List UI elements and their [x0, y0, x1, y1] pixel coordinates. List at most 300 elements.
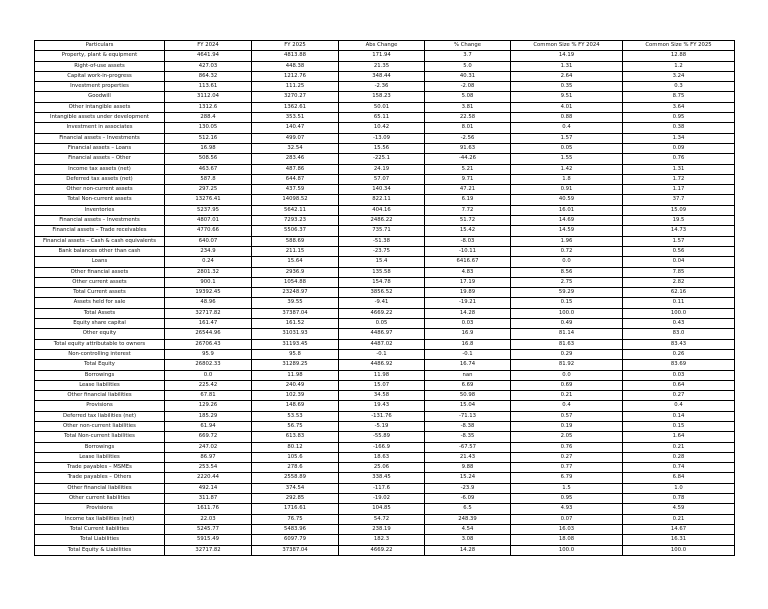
cell-particulars: Financial assets – Trade receivables — [35, 226, 165, 236]
cell-common-size-2025: 83.69 — [623, 360, 735, 370]
cell-fy-2025: 2558.89 — [252, 473, 339, 483]
table-row — [35, 473, 735, 483]
cell-particulars: Trade payables – MSMEs — [35, 463, 165, 473]
cell-particulars: Goodwill — [35, 92, 165, 102]
cell-pct-change: -8.38 — [425, 421, 511, 431]
cell-fy-2024: 161.47 — [165, 319, 252, 329]
cell-pct-change: 248.39 — [425, 514, 511, 524]
cell-pct-change: 3.7 — [425, 51, 511, 61]
header-row — [35, 41, 735, 51]
cell-common-size-2025: 2.82 — [623, 277, 735, 287]
cell-common-size-2024: 0.49 — [511, 319, 623, 329]
table-row — [35, 71, 735, 81]
cell-abs-change: -2.36 — [339, 82, 425, 92]
cell-particulars: Total Non-current assets — [35, 195, 165, 205]
cell-abs-change: -0.1 — [339, 349, 425, 359]
cell-fy-2025: 1362.61 — [252, 102, 339, 112]
cell-fy-2024: 427.03 — [165, 61, 252, 71]
cell-common-size-2024: 1.42 — [511, 164, 623, 174]
cell-abs-change: 4669.22 — [339, 545, 425, 555]
cell-common-size-2025: 0.28 — [623, 452, 735, 462]
cell-common-size-2025: 0.4 — [623, 401, 735, 411]
table-row — [35, 61, 735, 71]
cell-fy-2025: 4813.88 — [252, 51, 339, 61]
header-fy-2024: FY 2024 — [165, 41, 252, 51]
table-row — [35, 329, 735, 339]
cell-common-size-2024: 2.64 — [511, 71, 623, 81]
cell-fy-2024: 234.9 — [165, 246, 252, 256]
cell-common-size-2024: 81.14 — [511, 329, 623, 339]
cell-fy-2025: 140.47 — [252, 123, 339, 133]
table-row — [35, 185, 735, 195]
cell-common-size-2024: 0.76 — [511, 442, 623, 452]
cell-particulars: Intangible assets under development — [35, 113, 165, 123]
cell-common-size-2024: 0.4 — [511, 123, 623, 133]
cell-fy-2024: 225.42 — [165, 380, 252, 390]
cell-common-size-2025: 1.0 — [623, 483, 735, 493]
cell-fy-2025: 613.83 — [252, 432, 339, 442]
cell-abs-change: 10.42 — [339, 123, 425, 133]
cell-fy-2025: 148.69 — [252, 401, 339, 411]
cell-fy-2025: 2936.9 — [252, 267, 339, 277]
cell-common-size-2024: 8.56 — [511, 267, 623, 277]
table-row — [35, 339, 735, 349]
cell-fy-2025: 487.86 — [252, 164, 339, 174]
cell-fy-2025: 80.12 — [252, 442, 339, 452]
cell-fy-2024: 512.16 — [165, 133, 252, 143]
cell-particulars: Loans — [35, 257, 165, 267]
cell-abs-change: 50.01 — [339, 102, 425, 112]
table-row — [35, 298, 735, 308]
table-row — [35, 432, 735, 442]
cell-common-size-2024: 4.93 — [511, 504, 623, 514]
cell-fy-2025: 111.25 — [252, 82, 339, 92]
cell-fy-2025: 11.98 — [252, 370, 339, 380]
cell-pct-change: -6.09 — [425, 494, 511, 504]
cell-pct-change: 16.74 — [425, 360, 511, 370]
cell-fy-2025: 53.53 — [252, 411, 339, 421]
cell-common-size-2025: 0.21 — [623, 514, 735, 524]
cell-abs-change: -225.1 — [339, 154, 425, 164]
cell-particulars: Other non-current liabilities — [35, 421, 165, 431]
balance-sheet-table — [34, 40, 735, 556]
cell-pct-change: 14.28 — [425, 545, 511, 555]
header-common-size-2024: Common Size % FY 2024 — [511, 41, 623, 51]
table-row — [35, 174, 735, 184]
cell-fy-2025: 292.85 — [252, 494, 339, 504]
cell-fy-2024: 463.67 — [165, 164, 252, 174]
cell-pct-change: 16.9 — [425, 329, 511, 339]
cell-particulars: Right-of-use assets — [35, 61, 165, 71]
cell-fy-2024: 95.9 — [165, 349, 252, 359]
table-row — [35, 164, 735, 174]
cell-abs-change: 19.43 — [339, 401, 425, 411]
cell-fy-2025: 31031.93 — [252, 329, 339, 339]
cell-common-size-2025: 0.43 — [623, 319, 735, 329]
cell-common-size-2025: 0.04 — [623, 257, 735, 267]
cell-fy-2025: 31193.45 — [252, 339, 339, 349]
table-row — [35, 123, 735, 133]
cell-fy-2025: 31289.25 — [252, 360, 339, 370]
cell-particulars: Provisions — [35, 401, 165, 411]
cell-common-size-2024: 0.19 — [511, 421, 623, 431]
cell-abs-change: 182.3 — [339, 535, 425, 545]
table-row — [35, 504, 735, 514]
cell-pct-change: -8.03 — [425, 236, 511, 246]
cell-particulars: Assets held for sale — [35, 298, 165, 308]
cell-common-size-2024: 14.19 — [511, 51, 623, 61]
cell-particulars: Property, plant & equipment — [35, 51, 165, 61]
cell-common-size-2025: 6.84 — [623, 473, 735, 483]
cell-common-size-2025: 1.2 — [623, 61, 735, 71]
cell-abs-change: -51.38 — [339, 236, 425, 246]
cell-common-size-2025: 0.21 — [623, 442, 735, 452]
cell-fy-2025: 5642.11 — [252, 205, 339, 215]
cell-fy-2024: 185.29 — [165, 411, 252, 421]
cell-fy-2025: 283.46 — [252, 154, 339, 164]
cell-fy-2025: 37387.04 — [252, 545, 339, 555]
cell-abs-change: 4486.92 — [339, 360, 425, 370]
cell-fy-2025: 211.15 — [252, 246, 339, 256]
cell-fy-2024: 26706.43 — [165, 339, 252, 349]
cell-fy-2024: 5237.95 — [165, 205, 252, 215]
cell-pct-change: 8.01 — [425, 123, 511, 133]
table-row — [35, 463, 735, 473]
cell-pct-change: -8.35 — [425, 432, 511, 442]
table-row — [35, 288, 735, 298]
table-row — [35, 370, 735, 380]
cell-particulars: Total equity attributable to owners — [35, 339, 165, 349]
cell-abs-change: 404.16 — [339, 205, 425, 215]
cell-fy-2025: 353.51 — [252, 113, 339, 123]
cell-pct-change: 9.88 — [425, 463, 511, 473]
cell-common-size-2024: 0.95 — [511, 494, 623, 504]
cell-pct-change: -19.21 — [425, 298, 511, 308]
cell-common-size-2024: 0.57 — [511, 411, 623, 421]
cell-fy-2024: 32717.82 — [165, 545, 252, 555]
cell-common-size-2025: 0.27 — [623, 391, 735, 401]
cell-abs-change: 57.07 — [339, 174, 425, 184]
cell-common-size-2025: 1.17 — [623, 185, 735, 195]
cell-common-size-2024: 0.15 — [511, 298, 623, 308]
table-row — [35, 226, 735, 236]
cell-fy-2024: 669.72 — [165, 432, 252, 442]
cell-abs-change: -166.9 — [339, 442, 425, 452]
cell-fy-2024: 587.8 — [165, 174, 252, 184]
cell-common-size-2024: 1.31 — [511, 61, 623, 71]
cell-fy-2024: 3112.04 — [165, 92, 252, 102]
cell-pct-change: -23.9 — [425, 483, 511, 493]
cell-abs-change: 11.98 — [339, 370, 425, 380]
cell-particulars: Total Non-current liabilities — [35, 432, 165, 442]
cell-pct-change: 7.72 — [425, 205, 511, 215]
table-row — [35, 524, 735, 534]
cell-common-size-2024: 81.63 — [511, 339, 623, 349]
cell-pct-change: 15.24 — [425, 473, 511, 483]
cell-fy-2025: 1716.61 — [252, 504, 339, 514]
cell-pct-change: 51.72 — [425, 216, 511, 226]
header-fy-2025: FY 2025 — [252, 41, 339, 51]
cell-pct-change: 3.81 — [425, 102, 511, 112]
cell-abs-change: -131.76 — [339, 411, 425, 421]
cell-abs-change: 822.11 — [339, 195, 425, 205]
cell-abs-change: 54.72 — [339, 514, 425, 524]
cell-particulars: Other non-current assets — [35, 185, 165, 195]
table-row — [35, 246, 735, 256]
cell-pct-change: 9.71 — [425, 174, 511, 184]
cell-common-size-2025: 0.09 — [623, 143, 735, 153]
cell-common-size-2024: 16.03 — [511, 524, 623, 534]
cell-pct-change: 0.03 — [425, 319, 511, 329]
cell-pct-change: 5.08 — [425, 92, 511, 102]
cell-pct-change: 3.08 — [425, 535, 511, 545]
cell-abs-change: 154.78 — [339, 277, 425, 287]
cell-pct-change: -71.13 — [425, 411, 511, 421]
cell-fy-2024: 247.02 — [165, 442, 252, 452]
cell-fy-2025: 5506.37 — [252, 226, 339, 236]
cell-fy-2024: 1611.76 — [165, 504, 252, 514]
table-row — [35, 380, 735, 390]
cell-pct-change: -67.57 — [425, 442, 511, 452]
cell-fy-2024: 48.96 — [165, 298, 252, 308]
cell-particulars: Financial assets – Other — [35, 154, 165, 164]
cell-fy-2025: 588.69 — [252, 236, 339, 246]
cell-common-size-2024: 0.4 — [511, 401, 623, 411]
cell-common-size-2025: 0.64 — [623, 380, 735, 390]
cell-common-size-2025: 1.31 — [623, 164, 735, 174]
cell-common-size-2025: 0.76 — [623, 154, 735, 164]
cell-common-size-2024: 16.01 — [511, 205, 623, 215]
table-row — [35, 421, 735, 431]
cell-common-size-2025: 100.0 — [623, 308, 735, 318]
cell-fy-2024: 26544.96 — [165, 329, 252, 339]
cell-common-size-2025: 0.56 — [623, 246, 735, 256]
table-header — [35, 41, 735, 51]
cell-common-size-2025: 0.03 — [623, 370, 735, 380]
cell-abs-change: -23.75 — [339, 246, 425, 256]
cell-common-size-2024: 0.88 — [511, 113, 623, 123]
cell-pct-change: 91.63 — [425, 143, 511, 153]
cell-common-size-2024: 0.21 — [511, 391, 623, 401]
cell-particulars: Income tax liabilities (net) — [35, 514, 165, 524]
cell-fy-2024: 5915.49 — [165, 535, 252, 545]
cell-abs-change: 4487.02 — [339, 339, 425, 349]
cell-fy-2025: 5483.96 — [252, 524, 339, 534]
table-row — [35, 442, 735, 452]
cell-particulars: Deferred tax liabilities (net) — [35, 411, 165, 421]
cell-particulars: Financial assets – Cash & cash equivalents — [35, 236, 165, 246]
cell-pct-change: 47.21 — [425, 185, 511, 195]
cell-abs-change: 15.4 — [339, 257, 425, 267]
cell-pct-change: 15.04 — [425, 401, 511, 411]
cell-particulars: Equity share capital — [35, 319, 165, 329]
cell-pct-change: 21.43 — [425, 452, 511, 462]
cell-abs-change: 65.11 — [339, 113, 425, 123]
table-row — [35, 483, 735, 493]
cell-pct-change: 16.8 — [425, 339, 511, 349]
table-row — [35, 216, 735, 226]
cell-fy-2025: 374.54 — [252, 483, 339, 493]
cell-abs-change: 21.35 — [339, 61, 425, 71]
cell-common-size-2024: 0.35 — [511, 82, 623, 92]
cell-abs-change: 25.06 — [339, 463, 425, 473]
cell-fy-2025: 32.54 — [252, 143, 339, 153]
cell-pct-change: -44.26 — [425, 154, 511, 164]
cell-common-size-2024: 18.08 — [511, 535, 623, 545]
cell-fy-2024: 0.24 — [165, 257, 252, 267]
cell-particulars: Bank balances other than cash — [35, 246, 165, 256]
table-row — [35, 236, 735, 246]
cell-pct-change: 50.98 — [425, 391, 511, 401]
table-row — [35, 319, 735, 329]
cell-pct-change: -10.11 — [425, 246, 511, 256]
cell-pct-change: 22.58 — [425, 113, 511, 123]
cell-particulars: Borrowings — [35, 442, 165, 452]
cell-fy-2024: 61.94 — [165, 421, 252, 431]
cell-pct-change: 5.21 — [425, 164, 511, 174]
cell-fy-2025: 437.59 — [252, 185, 339, 195]
cell-common-size-2025: 83.43 — [623, 339, 735, 349]
table-row — [35, 545, 735, 555]
cell-fy-2025: 6097.79 — [252, 535, 339, 545]
cell-common-size-2024: 0.05 — [511, 143, 623, 153]
cell-common-size-2025: 4.59 — [623, 504, 735, 514]
cell-particulars: Borrowings — [35, 370, 165, 380]
cell-common-size-2024: 0.0 — [511, 257, 623, 267]
cell-particulars: Investment properties — [35, 82, 165, 92]
cell-pct-change: 6.19 — [425, 195, 511, 205]
cell-common-size-2024: 1.55 — [511, 154, 623, 164]
cell-common-size-2025: 14.73 — [623, 226, 735, 236]
table-row — [35, 143, 735, 153]
cell-fy-2024: 508.56 — [165, 154, 252, 164]
cell-common-size-2025: 19.5 — [623, 216, 735, 226]
cell-fy-2025: 7293.23 — [252, 216, 339, 226]
cell-fy-2024: 900.1 — [165, 277, 252, 287]
cell-fy-2024: 67.81 — [165, 391, 252, 401]
cell-fy-2024: 26802.33 — [165, 360, 252, 370]
cell-fy-2025: 448.38 — [252, 61, 339, 71]
cell-common-size-2024: 0.72 — [511, 246, 623, 256]
cell-abs-change: -19.02 — [339, 494, 425, 504]
cell-abs-change: 2486.22 — [339, 216, 425, 226]
cell-particulars: Inventories — [35, 205, 165, 215]
cell-abs-change: 0.05 — [339, 319, 425, 329]
cell-fy-2024: 19392.45 — [165, 288, 252, 298]
table-row — [35, 113, 735, 123]
balance-sheet-table-container — [34, 40, 734, 556]
cell-pct-change: 15.42 — [425, 226, 511, 236]
cell-fy-2025: 105.6 — [252, 452, 339, 462]
cell-common-size-2025: 37.7 — [623, 195, 735, 205]
cell-pct-change: 6416.67 — [425, 257, 511, 267]
cell-common-size-2025: 3.64 — [623, 102, 735, 112]
table-row — [35, 277, 735, 287]
cell-fy-2025: 14098.52 — [252, 195, 339, 205]
cell-common-size-2024: 59.29 — [511, 288, 623, 298]
cell-particulars: Deferred tax assets (net) — [35, 174, 165, 184]
cell-abs-change: -13.09 — [339, 133, 425, 143]
cell-particulars: Other intangible assets — [35, 102, 165, 112]
cell-common-size-2024: 6.79 — [511, 473, 623, 483]
cell-common-size-2024: 0.27 — [511, 452, 623, 462]
cell-common-size-2025: 100.0 — [623, 545, 735, 555]
cell-abs-change: 104.85 — [339, 504, 425, 514]
cell-fy-2025: 240.49 — [252, 380, 339, 390]
cell-common-size-2024: 0.29 — [511, 349, 623, 359]
table-row — [35, 82, 735, 92]
cell-pct-change: 4.54 — [425, 524, 511, 534]
cell-abs-change: 338.45 — [339, 473, 425, 483]
cell-abs-change: 140.34 — [339, 185, 425, 195]
cell-abs-change: 18.63 — [339, 452, 425, 462]
cell-pct-change: nan — [425, 370, 511, 380]
cell-fy-2024: 22.03 — [165, 514, 252, 524]
cell-pct-change: 40.31 — [425, 71, 511, 81]
cell-fy-2025: 102.39 — [252, 391, 339, 401]
cell-common-size-2025: 0.95 — [623, 113, 735, 123]
cell-common-size-2024: 1.57 — [511, 133, 623, 143]
cell-fy-2025: 39.55 — [252, 298, 339, 308]
cell-fy-2025: 76.75 — [252, 514, 339, 524]
cell-fy-2024: 1312.6 — [165, 102, 252, 112]
table-row — [35, 51, 735, 61]
cell-pct-change: 6.69 — [425, 380, 511, 390]
table-row — [35, 195, 735, 205]
cell-particulars: Total Assets — [35, 308, 165, 318]
cell-common-size-2025: 1.72 — [623, 174, 735, 184]
cell-fy-2024: 864.32 — [165, 71, 252, 81]
table-row — [35, 308, 735, 318]
table-row — [35, 411, 735, 421]
cell-particulars: Investment in associates — [35, 123, 165, 133]
cell-particulars: Non-controlling interest — [35, 349, 165, 359]
cell-fy-2025: 1054.88 — [252, 277, 339, 287]
cell-pct-change: -2.08 — [425, 82, 511, 92]
cell-fy-2024: 2801.32 — [165, 267, 252, 277]
cell-fy-2024: 4807.01 — [165, 216, 252, 226]
cell-fy-2024: 5245.77 — [165, 524, 252, 534]
table-row — [35, 514, 735, 524]
cell-common-size-2025: 7.85 — [623, 267, 735, 277]
cell-fy-2025: 15.64 — [252, 257, 339, 267]
cell-common-size-2025: 1.57 — [623, 236, 735, 246]
cell-common-size-2024: 0.0 — [511, 370, 623, 380]
cell-fy-2024: 492.14 — [165, 483, 252, 493]
cell-common-size-2024: 0.91 — [511, 185, 623, 195]
cell-fy-2025: 23248.97 — [252, 288, 339, 298]
cell-particulars: Lease liabilities — [35, 380, 165, 390]
cell-particulars: Other financial liabilities — [35, 483, 165, 493]
table-body — [35, 51, 735, 556]
cell-common-size-2025: 16.31 — [623, 535, 735, 545]
cell-common-size-2025: 62.16 — [623, 288, 735, 298]
cell-common-size-2024: 1.5 — [511, 483, 623, 493]
cell-particulars: Trade payables – Others — [35, 473, 165, 483]
cell-common-size-2025: 14.67 — [623, 524, 735, 534]
table-row — [35, 267, 735, 277]
cell-fy-2025: 3270.27 — [252, 92, 339, 102]
cell-fy-2025: 278.6 — [252, 463, 339, 473]
cell-common-size-2025: 83.0 — [623, 329, 735, 339]
cell-pct-change: -2.56 — [425, 133, 511, 143]
table-row — [35, 154, 735, 164]
cell-common-size-2025: 0.26 — [623, 349, 735, 359]
cell-fy-2024: 32717.82 — [165, 308, 252, 318]
cell-abs-change: 3856.52 — [339, 288, 425, 298]
cell-particulars: Total Current assets — [35, 288, 165, 298]
cell-common-size-2024: 1.96 — [511, 236, 623, 246]
